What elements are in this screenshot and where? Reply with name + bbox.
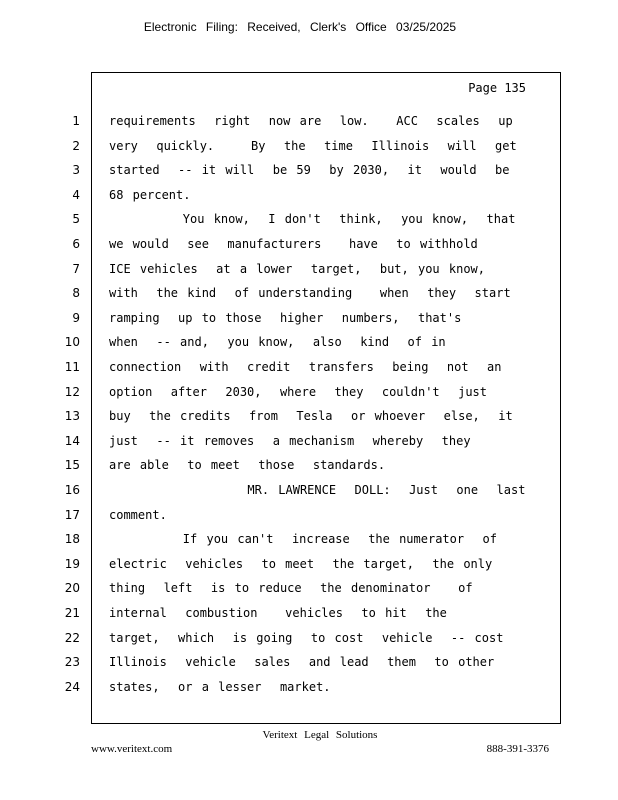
line-text: are able to meet those standards. [109, 458, 386, 473]
transcript-line [0, 552, 560, 576]
line-text: we would see manufacturers have to withhold [109, 237, 478, 251]
line-text: ICE vehicles at a lower target, but, you know, [109, 261, 486, 276]
transcript-line [0, 478, 560, 502]
line-text: internal combustion vehicles to hit the [109, 606, 447, 620]
line-number: 6 [72, 237, 80, 251]
line-number: 22 [64, 630, 80, 645]
line-number: 15 [64, 458, 80, 473]
line-text: comment. [109, 507, 167, 522]
line-text: started -- it will be 59 by 2030, it would be [109, 163, 510, 178]
line-number: 18 [64, 532, 80, 547]
line-text: 68 percent. [109, 187, 191, 202]
line-number: 2 [72, 138, 80, 153]
transcript-line [0, 158, 560, 182]
line-number: 11 [64, 360, 80, 374]
line-text: states, or a lesser market. [109, 679, 331, 694]
footer-company: Veritext Legal Solutions [262, 729, 378, 741]
transcript-line [0, 650, 560, 674]
line-text: Illinois vehicle sales and lead them to other [109, 655, 495, 670]
line-number: 10 [64, 335, 80, 350]
line-text: MR. LAWRENCE DOLL: Just one last [109, 483, 526, 497]
transcript-line [0, 134, 560, 158]
transcript-line [0, 380, 560, 404]
line-number: 5 [72, 212, 80, 227]
line-text: You know, I don't think, you know, that [109, 212, 516, 227]
line-text: connection with credit transfers being not an [109, 360, 502, 374]
transcript-line [0, 429, 560, 453]
transcript-line [0, 626, 560, 650]
transcript-line [0, 257, 560, 281]
line-text: thing left is to reduce the denominator of [109, 581, 473, 596]
line-text: requirements right now are low. ACC scales up [109, 114, 513, 128]
line-text: with the kind of understanding when they start [109, 286, 511, 301]
line-number: 21 [64, 606, 80, 620]
line-text: buy the credits from Tesla or whoever else, it [109, 409, 513, 424]
line-number: 3 [72, 163, 80, 178]
line-number: 4 [72, 187, 80, 202]
line-text: very quickly. By the time Illinois will get [109, 138, 517, 153]
transcript-line [0, 404, 560, 428]
line-number: 24 [64, 679, 80, 694]
line-number: 14 [64, 433, 80, 448]
transcript-line [0, 281, 560, 305]
line-number: 20 [64, 581, 80, 596]
transcript-line [0, 306, 560, 330]
line-number: 13 [64, 409, 80, 424]
line-text: target, which is going to cost vehicle -- cost [109, 630, 504, 645]
line-number: 12 [64, 384, 80, 399]
transcript-line [0, 232, 560, 256]
transcript-line [0, 355, 560, 379]
line-number: 8 [72, 286, 80, 301]
transcript-line [0, 183, 560, 207]
line-number: 19 [64, 556, 80, 571]
line-text: option after 2030, where they couldn't just [109, 384, 488, 399]
transcript-line [0, 330, 560, 354]
line-text: electric vehicles to meet the target, the only [109, 556, 493, 571]
page-number: Page 135 [468, 81, 526, 95]
line-text: If you can't increase the numerator of [109, 532, 498, 547]
transcript-line [0, 207, 560, 231]
line-number: 16 [64, 483, 80, 497]
transcript-line [0, 576, 560, 600]
transcript-line [0, 109, 560, 133]
line-text: ramping up to those higher numbers, that's [109, 310, 462, 325]
footer-phone: 888-391-3376 [486, 743, 549, 755]
filing-stamp: Electronic Filing: Received, Clerk's Office 03/25/2025 [143, 20, 457, 34]
line-number: 1 [72, 114, 80, 128]
footer-website: www.veritext.com [91, 743, 173, 755]
transcript-line [0, 453, 560, 477]
line-text: just -- it removes a mechanism whereby they [109, 433, 471, 448]
transcript-line [0, 503, 560, 527]
line-number: 7 [72, 261, 80, 276]
transcript-line [0, 527, 560, 551]
transcript-line [0, 675, 560, 699]
transcript-line [0, 601, 560, 625]
line-number: 17 [64, 507, 80, 522]
line-text: when -- and, you know, also kind of in [109, 335, 446, 350]
line-number: 23 [64, 655, 80, 670]
line-number: 9 [72, 310, 80, 325]
